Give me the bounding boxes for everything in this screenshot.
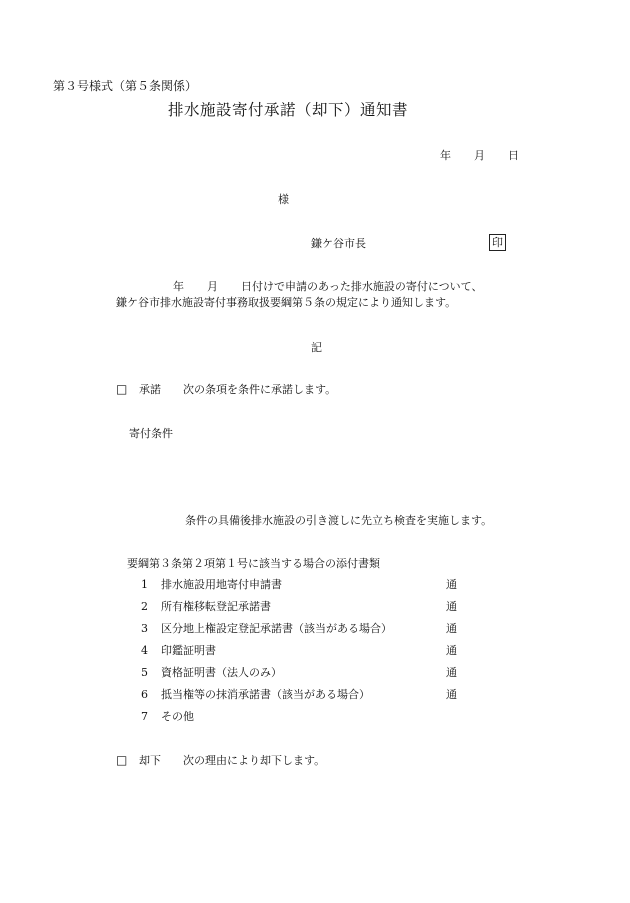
rejection-text: 次の理由により却下します。 <box>183 754 326 767</box>
list-item-text: 排水施設用地寄付申請書 <box>161 578 282 591</box>
attachments-heading: 要綱第３条第２項第１号に該当する場合の添付書類 <box>127 557 380 570</box>
date-year-label: 年 <box>440 149 451 162</box>
list-item-number: 4 <box>141 644 148 657</box>
body-line2-text: 鎌ケ谷市排水施設寄付事務取扱要綱第５条の規定により通知します。 <box>116 296 457 309</box>
list-item-text: 抵当権等の抹消承諾書（該当がある場合） <box>161 688 370 701</box>
approval-label: 承諾 <box>139 383 161 396</box>
list-item <box>141 665 471 681</box>
list-item <box>141 599 471 615</box>
document-title: 排水施設寄付承諾（却下）通知書 <box>168 101 409 119</box>
list-item <box>141 621 471 637</box>
approval-checkbox[interactable]: □ <box>116 382 128 396</box>
body-month-label: 月 <box>207 280 218 293</box>
list-item-number: 6 <box>141 688 148 701</box>
body-year-label: 年 <box>173 280 184 293</box>
form-number: 第３号様式（第５条関係） <box>53 79 198 93</box>
list-item-text: 印鑑証明書 <box>161 644 216 657</box>
list-item-number: 5 <box>141 666 148 679</box>
date-month-label: 月 <box>474 149 485 162</box>
addressee-suffix: 様 <box>278 193 289 206</box>
ki-heading: 記 <box>311 341 322 354</box>
list-item <box>141 687 471 703</box>
rejection-checkbox[interactable]: □ <box>116 753 128 767</box>
list-item-unit: 通 <box>446 600 457 613</box>
list-item-number: 1 <box>141 578 148 591</box>
list-item <box>141 643 471 659</box>
conditions-heading: 寄付条件 <box>129 427 173 440</box>
seal-mark: 印 <box>489 234 506 251</box>
list-item-unit: 通 <box>446 578 457 591</box>
list-item-number: 7 <box>141 710 148 723</box>
list-item-unit: 通 <box>446 644 457 657</box>
body-line1-text: 日付けで申請のあった排水施設の寄付について、 <box>241 280 483 293</box>
list-item-text: 区分地上権設定登記承諾書（該当がある場合） <box>161 622 392 635</box>
list-item-text: 所有権移転登記承諾書 <box>161 600 271 613</box>
inspection-note: 条件の具備後排水施設の引き渡しに先立ち検査を実施します。 <box>185 514 493 527</box>
list-item-unit: 通 <box>446 622 457 635</box>
list-item-text: 資格証明書（法人のみ） <box>161 666 282 679</box>
list-item <box>141 709 471 725</box>
date-day-label: 日 <box>508 149 519 162</box>
list-item <box>141 577 471 593</box>
approval-text: 次の条項を条件に承諾します。 <box>183 383 337 396</box>
list-item-text: その他 <box>161 710 194 723</box>
rejection-label: 却下 <box>139 754 161 767</box>
list-item-number: 2 <box>141 600 148 613</box>
list-item-number: 3 <box>141 622 148 635</box>
list-item-unit: 通 <box>446 666 457 679</box>
issuer-name: 鎌ケ谷市長 <box>311 237 366 250</box>
list-item-unit: 通 <box>446 688 457 701</box>
